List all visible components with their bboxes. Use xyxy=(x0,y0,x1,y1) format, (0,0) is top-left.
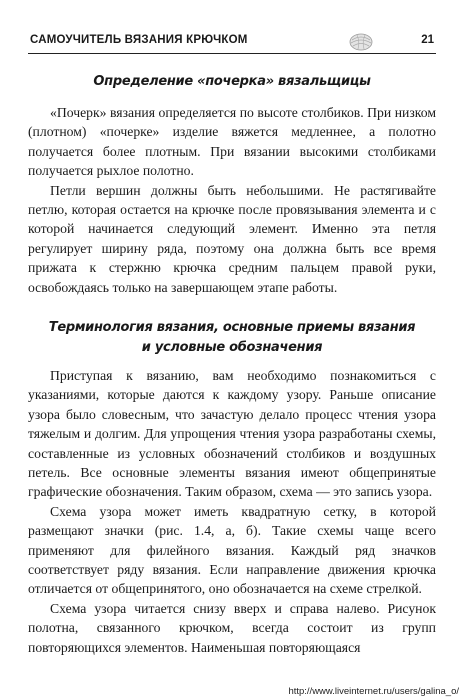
section2-body xyxy=(28,366,436,657)
source-url: http://www.liveinternet.ru/users/galina_o/ xyxy=(288,686,459,697)
section-heading-terminology xyxy=(28,318,436,358)
heading-line: и условные обозначения xyxy=(141,340,323,355)
paragraph: Схема узора может иметь квадратную сетку, в которой размещают значки (рис. 1.4, а, б). Такие схемы чаще всего применяют для филейного вязания. Каждый ряд значков соответствует ряду вязания. Если направление движения крючка отличается от общепринятого, оно обозначается на схеме стрелкой. xyxy=(28,503,436,597)
header-rule xyxy=(28,53,436,54)
paragraph: Петли вершин должны быть небольшими. Не растягивайте петлю, которая остается на крючке после провязывания элемента и с которой начинается следующий элемент. Именно эта петля регулирует ширину ряда, поэтому она должна быть все время прижата к стержню крючка средним пальцем правой руки, освобождаясь только на завершающем этапе работы. xyxy=(28,182,436,295)
section-heading-handwriting: Определение «почерка» вязальщицы xyxy=(93,74,371,89)
yarn-ball-icon xyxy=(348,30,374,52)
running-head xyxy=(28,32,436,54)
paragraph: Приступая к вязанию, вам необходимо познакомиться с указаниями, которые даются к каждому узору. Раньше описание узора было словесным, что зачастую делало процесс чтения узора тяжелым и долгим. Для упрощения чтения узора разработаны схемы, составленные из условных обозначений столбиков и воздушных петель. Все основные элементы вязания имеют общепринятые графические обозначения. Таким образом, схема — это запись узора. xyxy=(28,368,436,500)
section1-body xyxy=(28,103,436,297)
paragraph: Схема узора читается снизу вверх и справа налево. Рисунок полотна, связанного крючком, всегда состоит из групп повторяющихся элементов. Наименьшая повторяющаяся xyxy=(28,600,436,655)
page-number: 21 xyxy=(421,34,434,46)
paragraph: «Почерк» вязания определяется по высоте столбиков. При низком (плотном) «почерке» изделие вяжется медленнее, а полотно получается более плотным. При вязании высокими столбиками получается рыхлое полотно. xyxy=(28,105,436,179)
running-title: САМОУЧИТЕЛЬ ВЯЗАНИЯ КРЮЧКОМ xyxy=(30,34,248,46)
heading-line: Терминология вязания, основные приемы вязания xyxy=(48,320,416,335)
